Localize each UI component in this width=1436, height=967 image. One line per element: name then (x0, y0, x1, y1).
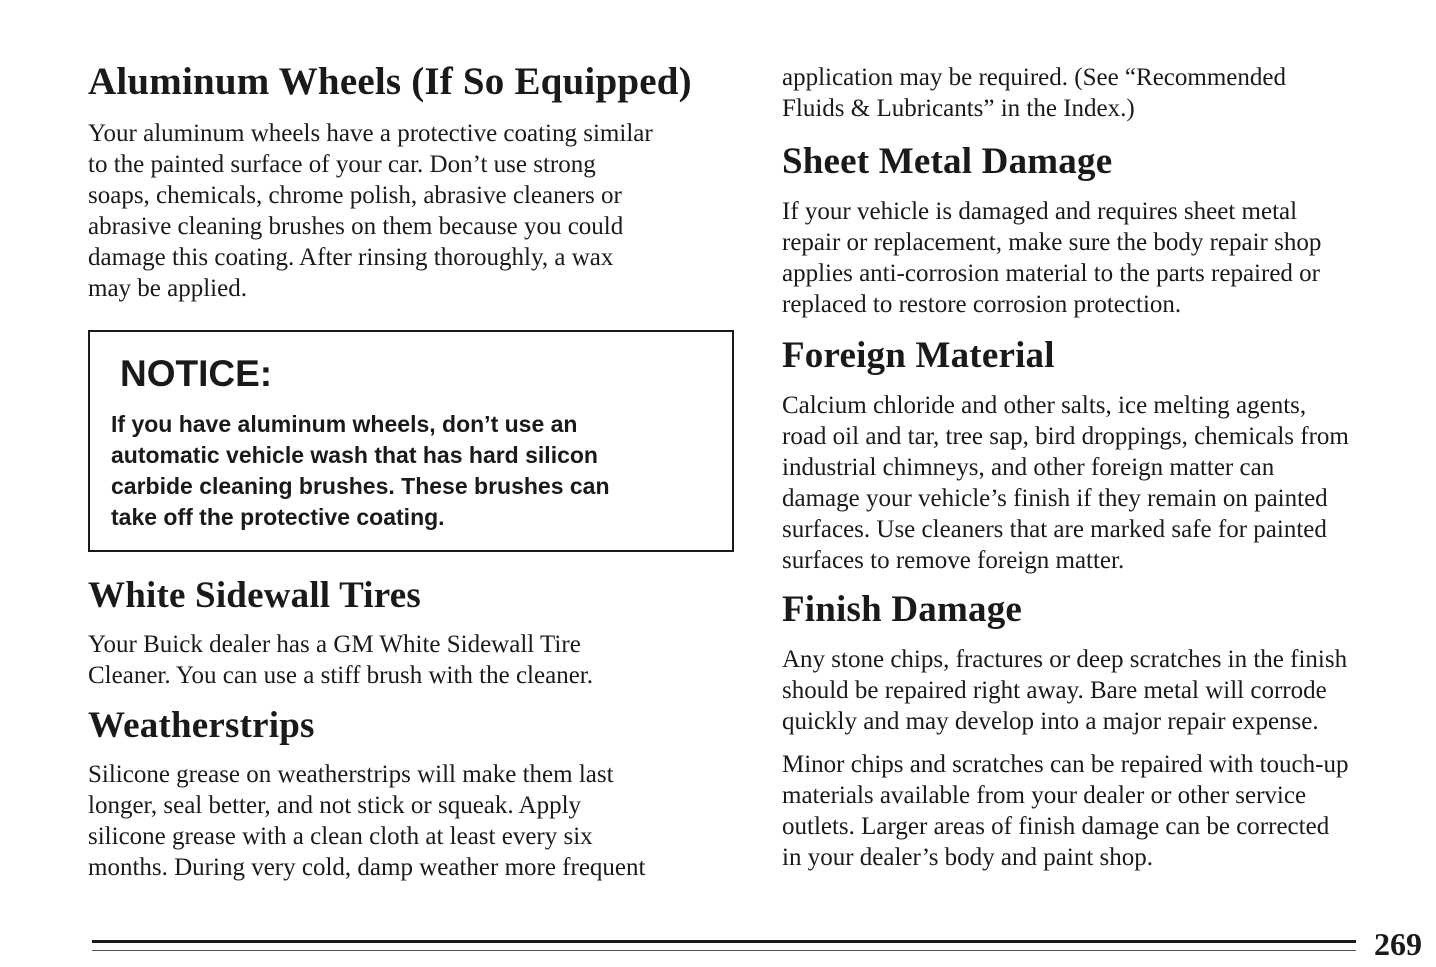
left-column (88, 0, 738, 967)
finish-damage-body-2: Minor chips and scratches can be repaired with touch-up materials available from your dealer or other service outlets. Larger areas of finish damage can be corrected in your dealer’s body and paint shop. (782, 751, 1349, 871)
notice-box (88, 330, 734, 552)
continued-text: application may be required. (See “Recommended Fluids & Lubricants” in the Index.) (782, 64, 1286, 122)
footer-rule (92, 940, 1356, 943)
white-sidewall-body: Your Buick dealer has a GM White Sidewall Tire Cleaner. You can use a stiff brush with the cleaner. (88, 631, 593, 689)
notice-title: NOTICE: (120, 353, 273, 394)
foreign-material-heading: Foreign Material (782, 335, 1055, 376)
notice-text: If you have aluminum wheels, don’t use an automatic vehicle wash that has hard silicon carbide cleaning brushes. These brushes can take off the protective coating. (111, 411, 610, 530)
finish-damage-heading: Finish Damage (782, 589, 1023, 630)
footer-rule-thin (92, 950, 1356, 951)
aluminum-wheels-heading: Aluminum Wheels (If So Equipped) (88, 60, 692, 103)
foreign-material-body: Calcium chloride and other salts, ice melting agents, road oil and tar, tree sap, bird droppings, chemicals from industrial chimneys, and other foreign matter can damage your vehicle’s finish if they remain on painted surfaces. Use cleaners that are marked safe for painted surfaces to remove foreign matter. (782, 392, 1349, 574)
white-sidewall-heading: White Sidewall Tires (88, 575, 421, 616)
right-column (782, 0, 1427, 967)
sheet-metal-heading: Sheet Metal Damage (782, 141, 1113, 182)
sheet-metal-body: If your vehicle is damaged and requires sheet metal repair or replacement, make sure the body repair shop applies anti-corrosion material to the parts repaired or replaced to restore corrosion protection. (782, 198, 1322, 318)
weatherstrips-heading: Weatherstrips (88, 705, 315, 746)
page-number: 269 (1374, 926, 1422, 962)
weatherstrips-body: Silicone grease on weatherstrips will make them last longer, seal better, and not stick or squeak. Apply silicone grease with a clean cloth at least every six months. During very cold, damp weather more frequent (88, 761, 646, 881)
finish-damage-body-1: Any stone chips, fractures or deep scratches in the finish should be repaired right away. Bare metal will corrode quickly and may develop into a major repair expense. (782, 646, 1348, 735)
aluminum-wheels-body: Your aluminum wheels have a protective coating similar to the painted surface of your car. Don’t use strong soaps, chemicals, chrome polish, abrasive cleaners or abrasive cleaning brushes on them because you could damage this coating. After rinsing thoroughly, a wax may be applied. (88, 120, 653, 302)
